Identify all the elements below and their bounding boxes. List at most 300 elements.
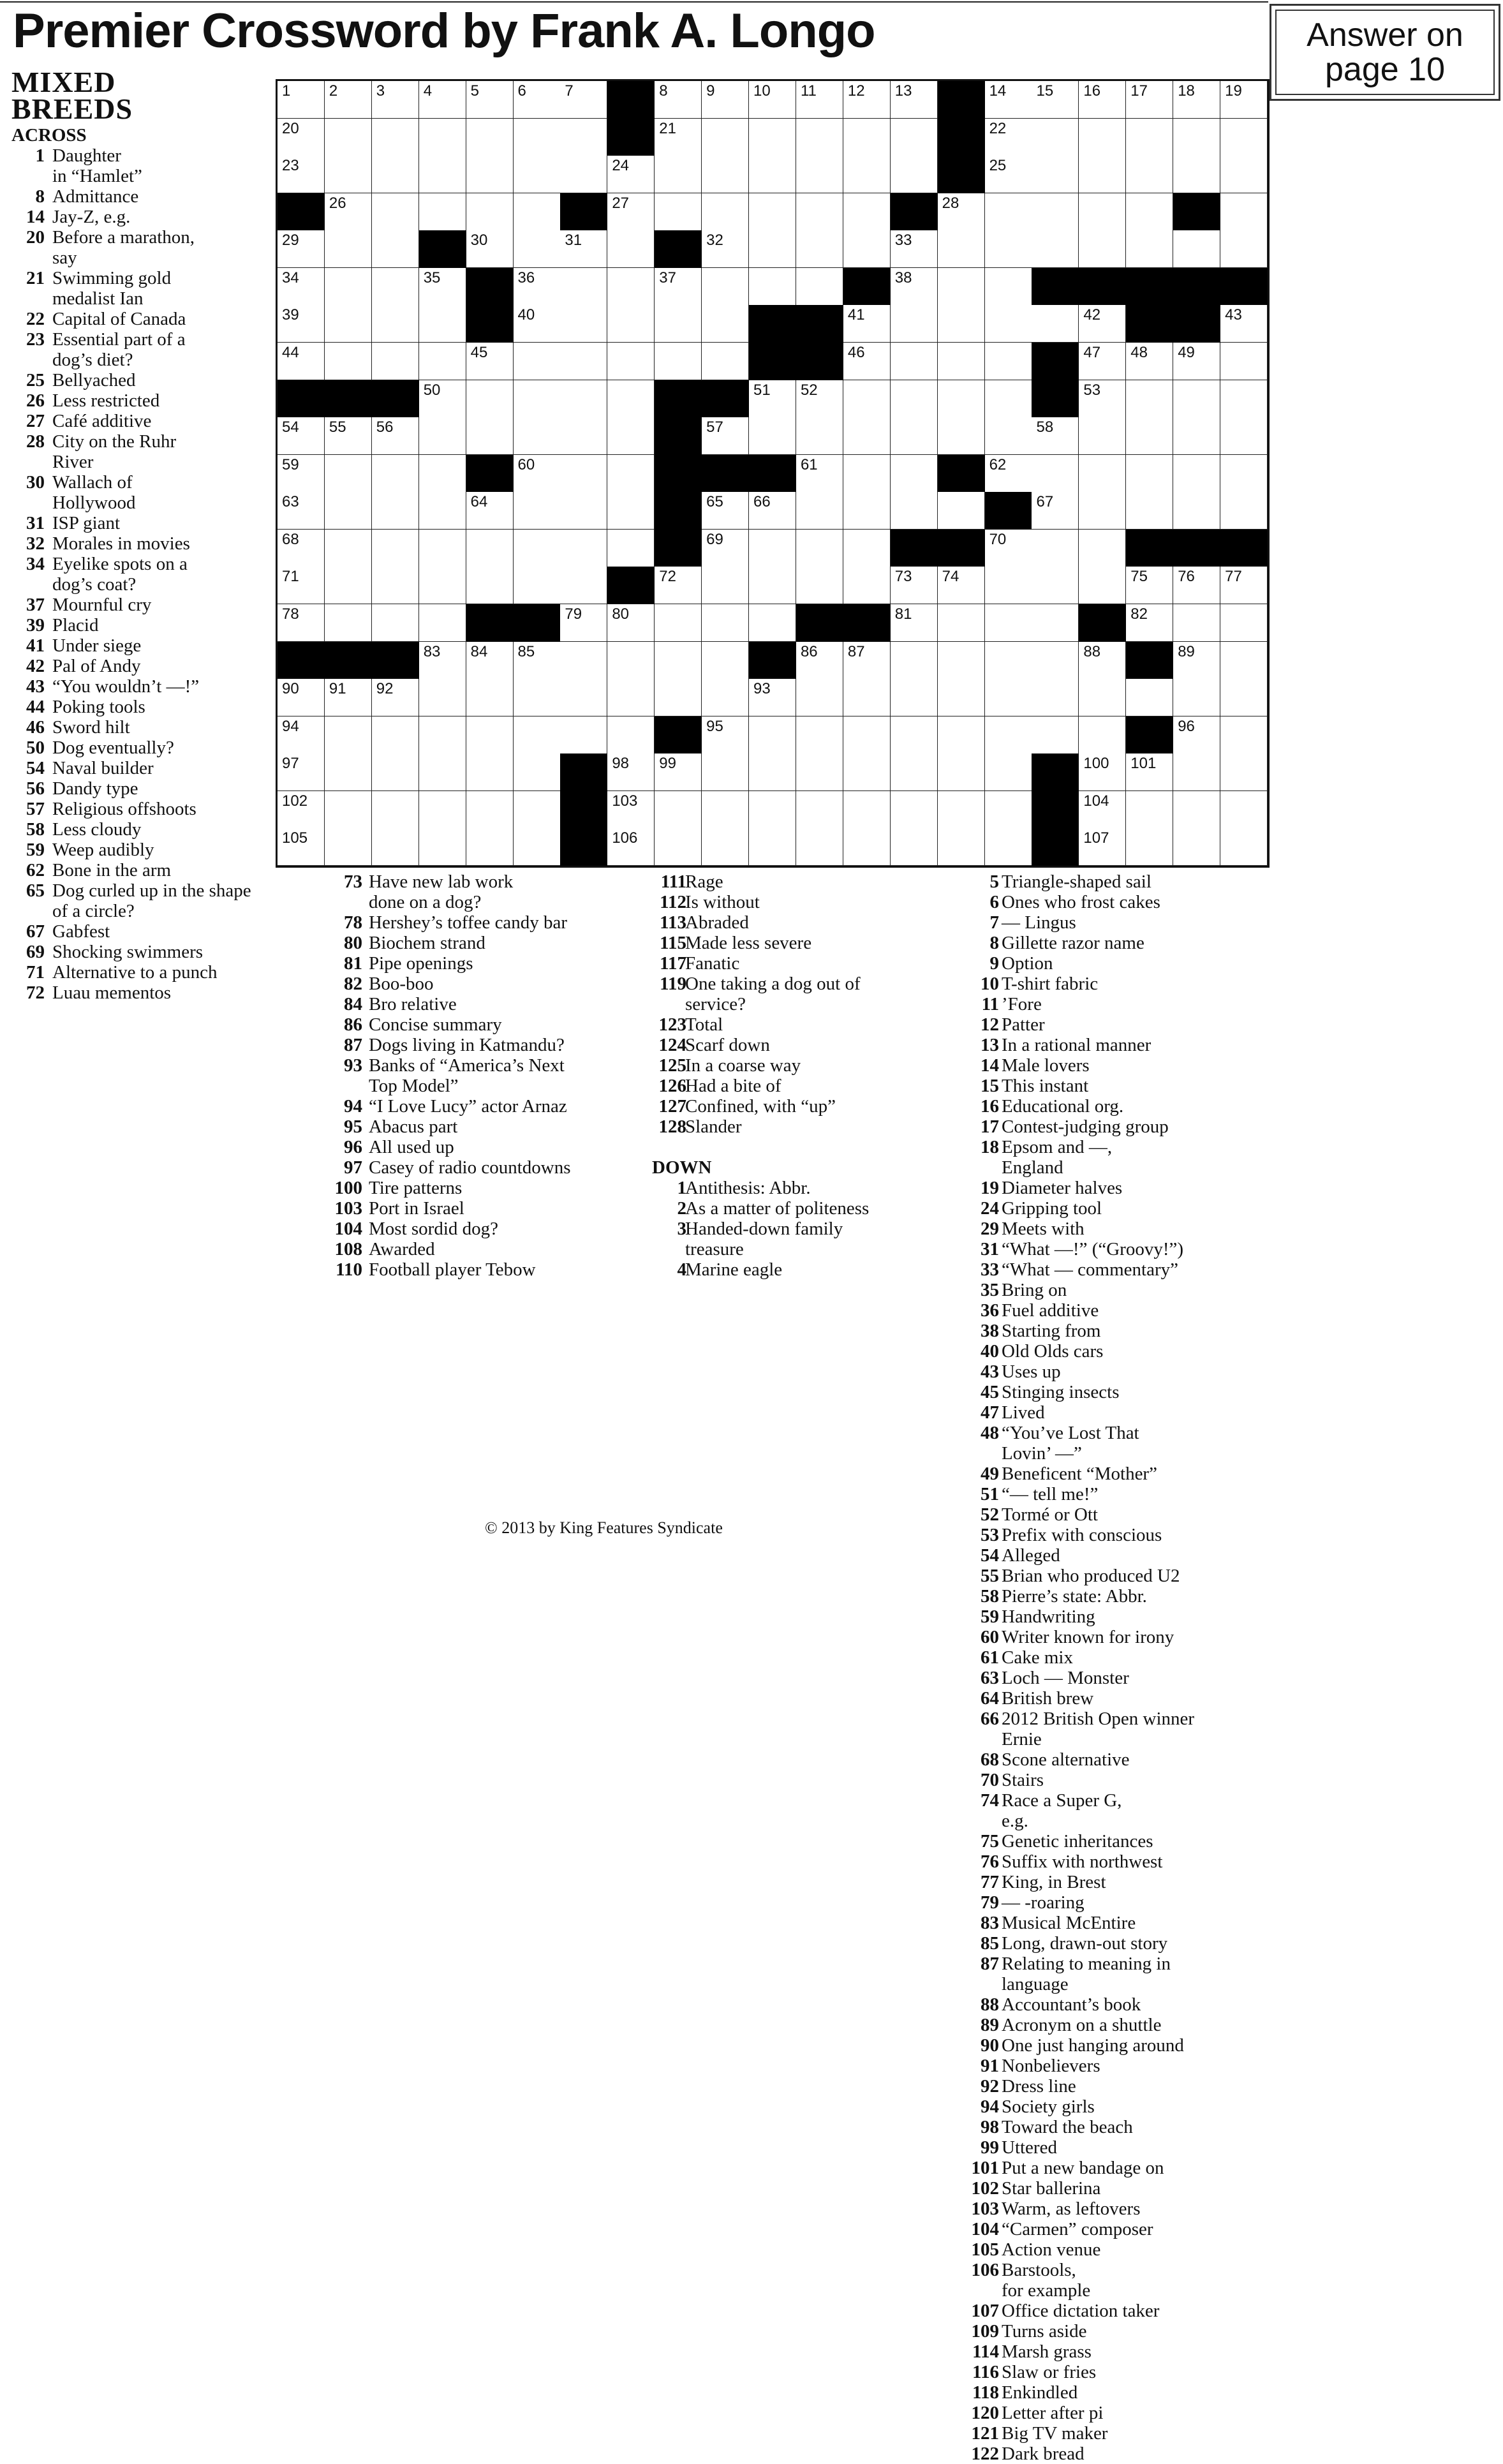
grid-cell[interactable] <box>749 268 797 306</box>
grid-cell[interactable] <box>466 679 514 717</box>
grid-cell[interactable] <box>419 417 467 456</box>
grid-cell[interactable] <box>891 417 938 456</box>
grid-cell[interactable] <box>560 343 608 381</box>
grid-cell[interactable] <box>702 230 750 269</box>
grid-cell[interactable] <box>749 530 797 568</box>
grid-cell[interactable] <box>749 753 797 792</box>
grid-cell[interactable] <box>1079 230 1127 269</box>
grid-cell[interactable] <box>1032 492 1079 530</box>
grid-cell[interactable] <box>419 380 467 419</box>
grid-cell[interactable] <box>796 753 844 792</box>
grid-cell[interactable] <box>419 268 467 306</box>
grid-cell[interactable] <box>843 716 891 755</box>
grid-cell[interactable] <box>419 343 467 381</box>
grid-cell[interactable] <box>514 193 561 232</box>
grid-cell[interactable] <box>514 417 561 456</box>
grid-cell[interactable] <box>891 305 938 343</box>
grid-cell[interactable] <box>655 343 702 381</box>
grid-cell[interactable] <box>655 679 702 717</box>
grid-cell[interactable] <box>938 753 986 792</box>
grid-cell[interactable] <box>796 567 844 605</box>
grid-cell[interactable] <box>843 567 891 605</box>
grid-cell[interactable] <box>514 81 561 119</box>
grid-cell[interactable] <box>1032 305 1079 343</box>
grid-cell[interactable] <box>466 119 514 157</box>
grid-cell[interactable] <box>419 753 467 792</box>
grid-cell[interactable] <box>1173 230 1221 269</box>
grid-cell[interactable] <box>938 642 986 680</box>
grid-cell[interactable] <box>749 716 797 755</box>
grid-cell[interactable] <box>560 679 608 717</box>
grid-cell[interactable] <box>1032 679 1079 717</box>
grid-cell[interactable] <box>372 156 420 194</box>
grid-cell[interactable] <box>1220 230 1268 269</box>
grid-cell[interactable] <box>466 753 514 792</box>
grid-cell[interactable] <box>843 492 891 530</box>
grid-cell[interactable] <box>325 828 373 866</box>
grid-cell[interactable] <box>607 791 655 829</box>
grid-cell[interactable] <box>419 156 467 194</box>
grid-cell[interactable] <box>466 230 514 269</box>
grid-cell[interactable] <box>607 268 655 306</box>
grid-cell[interactable] <box>325 305 373 343</box>
grid-cell[interactable] <box>938 305 986 343</box>
grid-cell[interactable] <box>985 716 1033 755</box>
grid-cell[interactable] <box>607 305 655 343</box>
grid-cell[interactable] <box>702 642 750 680</box>
grid-cell[interactable] <box>985 679 1033 717</box>
grid-cell[interactable] <box>796 193 844 232</box>
grid-cell[interactable] <box>702 492 750 530</box>
grid-cell[interactable] <box>278 305 325 343</box>
grid-cell[interactable] <box>891 753 938 792</box>
grid-cell[interactable] <box>1032 156 1079 194</box>
grid-cell[interactable] <box>419 642 467 680</box>
grid-cell[interactable] <box>843 230 891 269</box>
grid-cell[interactable] <box>796 380 844 419</box>
grid-cell[interactable] <box>514 753 561 792</box>
grid-cell[interactable] <box>419 567 467 605</box>
grid-cell[interactable] <box>702 343 750 381</box>
grid-cell[interactable] <box>843 828 891 866</box>
grid-cell[interactable] <box>1173 642 1221 680</box>
grid-cell[interactable] <box>1126 567 1174 605</box>
grid-cell[interactable] <box>514 642 561 680</box>
grid-cell[interactable] <box>466 343 514 381</box>
grid-cell[interactable] <box>1126 828 1174 866</box>
grid-cell[interactable] <box>1220 119 1268 157</box>
grid-cell[interactable] <box>1126 380 1174 419</box>
grid-cell[interactable] <box>938 230 986 269</box>
grid-cell[interactable] <box>1126 193 1174 232</box>
grid-cell[interactable] <box>325 530 373 568</box>
grid-cell[interactable] <box>1079 679 1127 717</box>
grid-cell[interactable] <box>985 642 1033 680</box>
grid-cell[interactable] <box>843 679 891 717</box>
grid-cell[interactable] <box>985 567 1033 605</box>
grid-cell[interactable] <box>607 828 655 866</box>
grid-cell[interactable] <box>702 604 750 642</box>
grid-cell[interactable] <box>1126 230 1174 269</box>
grid-cell[interactable] <box>325 567 373 605</box>
grid-cell[interactable] <box>985 417 1033 456</box>
grid-cell[interactable] <box>796 156 844 194</box>
grid-cell[interactable] <box>985 530 1033 568</box>
grid-cell[interactable] <box>514 343 561 381</box>
grid-cell[interactable] <box>372 455 420 493</box>
grid-cell[interactable] <box>843 380 891 419</box>
grid-cell[interactable] <box>325 343 373 381</box>
grid-cell[interactable] <box>607 343 655 381</box>
grid-cell[interactable] <box>1079 716 1127 755</box>
grid-cell[interactable] <box>466 156 514 194</box>
grid-cell[interactable] <box>1173 343 1221 381</box>
grid-cell[interactable] <box>1220 753 1268 792</box>
grid-cell[interactable] <box>749 156 797 194</box>
grid-cell[interactable] <box>985 455 1033 493</box>
grid-cell[interactable] <box>796 828 844 866</box>
grid-cell[interactable] <box>1220 417 1268 456</box>
grid-cell[interactable] <box>1079 119 1127 157</box>
grid-cell[interactable] <box>1126 156 1174 194</box>
grid-cell[interactable] <box>1173 380 1221 419</box>
grid-cell[interactable] <box>938 567 986 605</box>
grid-cell[interactable] <box>1220 305 1268 343</box>
grid-cell[interactable] <box>607 193 655 232</box>
grid-cell[interactable] <box>655 791 702 829</box>
grid-cell[interactable] <box>560 380 608 419</box>
grid-cell[interactable] <box>560 81 608 119</box>
grid-cell[interactable] <box>560 268 608 306</box>
grid-cell[interactable] <box>891 81 938 119</box>
grid-cell[interactable] <box>1126 455 1174 493</box>
grid-cell[interactable] <box>1220 679 1268 717</box>
grid-cell[interactable] <box>1079 455 1127 493</box>
grid-cell[interactable] <box>1220 791 1268 829</box>
grid-cell[interactable] <box>607 753 655 792</box>
grid-cell[interactable] <box>278 679 325 717</box>
grid-cell[interactable] <box>749 417 797 456</box>
grid-cell[interactable] <box>985 343 1033 381</box>
grid-cell[interactable] <box>1220 492 1268 530</box>
grid-cell[interactable] <box>985 268 1033 306</box>
grid-cell[interactable] <box>372 604 420 642</box>
grid-cell[interactable] <box>1220 455 1268 493</box>
grid-cell[interactable] <box>514 679 561 717</box>
grid-cell[interactable] <box>514 791 561 829</box>
grid-cell[interactable] <box>325 230 373 269</box>
grid-cell[interactable] <box>372 679 420 717</box>
grid-cell[interactable] <box>325 753 373 792</box>
grid-cell[interactable] <box>1220 81 1268 119</box>
grid-cell[interactable] <box>560 156 608 194</box>
grid-cell[interactable] <box>749 230 797 269</box>
grid-cell[interactable] <box>372 230 420 269</box>
grid-cell[interactable] <box>1173 828 1221 866</box>
grid-cell[interactable] <box>560 119 608 157</box>
grid-cell[interactable] <box>514 567 561 605</box>
grid-cell[interactable] <box>1079 193 1127 232</box>
grid-cell[interactable] <box>372 305 420 343</box>
grid-cell[interactable] <box>938 492 986 530</box>
grid-cell[interactable] <box>514 268 561 306</box>
grid-cell[interactable] <box>985 119 1033 157</box>
grid-cell[interactable] <box>702 716 750 755</box>
grid-cell[interactable] <box>514 305 561 343</box>
grid-cell[interactable] <box>702 417 750 456</box>
grid-cell[interactable] <box>607 530 655 568</box>
grid-cell[interactable] <box>655 268 702 306</box>
grid-cell[interactable] <box>938 604 986 642</box>
grid-cell[interactable] <box>1220 156 1268 194</box>
grid-cell[interactable] <box>607 417 655 456</box>
grid-cell[interactable] <box>938 679 986 717</box>
grid-cell[interactable] <box>1173 567 1221 605</box>
grid-cell[interactable] <box>843 119 891 157</box>
grid-cell[interactable] <box>1032 81 1079 119</box>
grid-cell[interactable] <box>1079 791 1127 829</box>
grid-cell[interactable] <box>325 604 373 642</box>
grid-cell[interactable] <box>843 156 891 194</box>
grid-cell[interactable] <box>1032 604 1079 642</box>
grid-cell[interactable] <box>278 455 325 493</box>
grid-cell[interactable] <box>1126 343 1174 381</box>
grid-cell[interactable] <box>560 305 608 343</box>
grid-cell[interactable] <box>1079 156 1127 194</box>
grid-cell[interactable] <box>938 417 986 456</box>
grid-cell[interactable] <box>749 193 797 232</box>
grid-cell[interactable] <box>466 417 514 456</box>
grid-cell[interactable] <box>607 716 655 755</box>
grid-cell[interactable] <box>655 193 702 232</box>
grid-cell[interactable] <box>1173 791 1221 829</box>
grid-cell[interactable] <box>1079 642 1127 680</box>
grid-cell[interactable] <box>1126 791 1174 829</box>
grid-cell[interactable] <box>278 530 325 568</box>
grid-cell[interactable] <box>749 791 797 829</box>
grid-cell[interactable] <box>419 81 467 119</box>
grid-cell[interactable] <box>1079 81 1127 119</box>
grid-cell[interactable] <box>560 230 608 269</box>
grid-cell[interactable] <box>560 604 608 642</box>
grid-cell[interactable] <box>1032 417 1079 456</box>
grid-cell[interactable] <box>985 230 1033 269</box>
grid-cell[interactable] <box>419 193 467 232</box>
grid-cell[interactable] <box>843 455 891 493</box>
grid-cell[interactable] <box>560 455 608 493</box>
grid-cell[interactable] <box>938 343 986 381</box>
grid-cell[interactable] <box>325 791 373 829</box>
grid-cell[interactable] <box>891 380 938 419</box>
grid-cell[interactable] <box>891 268 938 306</box>
grid-cell[interactable] <box>985 81 1033 119</box>
grid-cell[interactable] <box>372 492 420 530</box>
grid-cell[interactable] <box>372 828 420 866</box>
grid-cell[interactable] <box>560 567 608 605</box>
grid-cell[interactable] <box>1173 119 1221 157</box>
grid-cell[interactable] <box>749 81 797 119</box>
grid-cell[interactable] <box>843 193 891 232</box>
grid-cell[interactable] <box>655 156 702 194</box>
grid-cell[interactable] <box>702 81 750 119</box>
grid-cell[interactable] <box>938 716 986 755</box>
grid-cell[interactable] <box>419 492 467 530</box>
grid-cell[interactable] <box>891 567 938 605</box>
grid-cell[interactable] <box>419 828 467 866</box>
grid-cell[interactable] <box>1032 193 1079 232</box>
grid-cell[interactable] <box>278 828 325 866</box>
grid-cell[interactable] <box>278 791 325 829</box>
grid-cell[interactable] <box>891 455 938 493</box>
grid-cell[interactable] <box>891 791 938 829</box>
grid-cell[interactable] <box>278 716 325 755</box>
grid-cell[interactable] <box>419 791 467 829</box>
grid-cell[interactable] <box>1220 716 1268 755</box>
grid-cell[interactable] <box>1220 642 1268 680</box>
grid-cell[interactable] <box>372 530 420 568</box>
grid-cell[interactable] <box>325 193 373 232</box>
grid-cell[interactable] <box>325 268 373 306</box>
grid-cell[interactable] <box>466 380 514 419</box>
grid-cell[interactable] <box>325 119 373 157</box>
grid-cell[interactable] <box>1173 156 1221 194</box>
grid-cell[interactable] <box>749 567 797 605</box>
grid-cell[interactable] <box>1126 81 1174 119</box>
grid-cell[interactable] <box>278 343 325 381</box>
grid-cell[interactable] <box>843 417 891 456</box>
grid-cell[interactable] <box>466 193 514 232</box>
grid-cell[interactable] <box>796 530 844 568</box>
grid-cell[interactable] <box>985 380 1033 419</box>
grid-cell[interactable] <box>560 492 608 530</box>
grid-cell[interactable] <box>325 156 373 194</box>
grid-cell[interactable] <box>419 119 467 157</box>
grid-cell[interactable] <box>1220 343 1268 381</box>
grid-cell[interactable] <box>702 268 750 306</box>
grid-cell[interactable] <box>372 81 420 119</box>
grid-cell[interactable] <box>891 230 938 269</box>
grid-cell[interactable] <box>1032 455 1079 493</box>
grid-cell[interactable] <box>325 716 373 755</box>
grid-cell[interactable] <box>372 567 420 605</box>
grid-cell[interactable] <box>891 156 938 194</box>
grid-cell[interactable] <box>419 679 467 717</box>
grid-cell[interactable] <box>1079 567 1127 605</box>
grid-cell[interactable] <box>702 753 750 792</box>
grid-cell[interactable] <box>466 530 514 568</box>
grid-cell[interactable] <box>325 81 373 119</box>
grid-cell[interactable] <box>985 156 1033 194</box>
grid-cell[interactable] <box>372 119 420 157</box>
grid-cell[interactable] <box>607 604 655 642</box>
grid-cell[interactable] <box>1173 753 1221 792</box>
grid-cell[interactable] <box>702 567 750 605</box>
grid-cell[interactable] <box>655 604 702 642</box>
grid-cell[interactable] <box>560 642 608 680</box>
grid-cell[interactable] <box>1220 828 1268 866</box>
grid-cell[interactable] <box>938 268 986 306</box>
grid-cell[interactable] <box>325 679 373 717</box>
grid-cell[interactable] <box>514 455 561 493</box>
grid-cell[interactable] <box>843 305 891 343</box>
grid-cell[interactable] <box>514 380 561 419</box>
grid-cell[interactable] <box>702 193 750 232</box>
grid-cell[interactable] <box>749 492 797 530</box>
grid-cell[interactable] <box>1220 380 1268 419</box>
grid-cell[interactable] <box>985 193 1033 232</box>
grid-cell[interactable] <box>1079 530 1127 568</box>
grid-cell[interactable] <box>514 230 561 269</box>
grid-cell[interactable] <box>278 567 325 605</box>
grid-cell[interactable] <box>796 417 844 456</box>
grid-cell[interactable] <box>419 530 467 568</box>
grid-cell[interactable] <box>278 230 325 269</box>
grid-cell[interactable] <box>1126 753 1174 792</box>
grid-cell[interactable] <box>796 81 844 119</box>
grid-cell[interactable] <box>1032 230 1079 269</box>
grid-cell[interactable] <box>985 305 1033 343</box>
crossword-grid[interactable] <box>276 79 1270 868</box>
grid-cell[interactable] <box>372 417 420 456</box>
grid-cell[interactable] <box>749 380 797 419</box>
grid-cell[interactable] <box>1220 604 1268 642</box>
grid-cell[interactable] <box>938 193 986 232</box>
grid-cell[interactable] <box>372 753 420 792</box>
grid-cell[interactable] <box>985 828 1033 866</box>
grid-cell[interactable] <box>419 716 467 755</box>
grid-cell[interactable] <box>278 156 325 194</box>
grid-cell[interactable] <box>702 156 750 194</box>
grid-cell[interactable] <box>419 305 467 343</box>
grid-cell[interactable] <box>1173 492 1221 530</box>
grid-cell[interactable] <box>891 828 938 866</box>
grid-cell[interactable] <box>985 791 1033 829</box>
grid-cell[interactable] <box>1079 492 1127 530</box>
grid-cell[interactable] <box>749 119 797 157</box>
grid-cell[interactable] <box>1126 604 1174 642</box>
grid-cell[interactable] <box>702 119 750 157</box>
grid-cell[interactable] <box>985 753 1033 792</box>
grid-cell[interactable] <box>655 81 702 119</box>
grid-cell[interactable] <box>796 716 844 755</box>
grid-cell[interactable] <box>1032 567 1079 605</box>
grid-cell[interactable] <box>1079 380 1127 419</box>
grid-cell[interactable] <box>1173 716 1221 755</box>
grid-cell[interactable] <box>702 530 750 568</box>
grid-cell[interactable] <box>1032 119 1079 157</box>
grid-cell[interactable] <box>466 828 514 866</box>
grid-cell[interactable] <box>607 679 655 717</box>
grid-cell[interactable] <box>1173 417 1221 456</box>
grid-cell[interactable] <box>514 156 561 194</box>
grid-cell[interactable] <box>1126 492 1174 530</box>
grid-cell[interactable] <box>1126 679 1174 717</box>
grid-cell[interactable] <box>514 828 561 866</box>
grid-cell[interactable] <box>749 828 797 866</box>
grid-cell[interactable] <box>372 343 420 381</box>
grid-cell[interactable] <box>702 305 750 343</box>
grid-cell[interactable] <box>843 81 891 119</box>
grid-cell[interactable] <box>843 642 891 680</box>
grid-cell[interactable] <box>749 679 797 717</box>
grid-cell[interactable] <box>891 642 938 680</box>
grid-cell[interactable] <box>466 716 514 755</box>
grid-cell[interactable] <box>325 492 373 530</box>
grid-cell[interactable] <box>796 119 844 157</box>
grid-cell[interactable] <box>1173 679 1221 717</box>
grid-cell[interactable] <box>607 642 655 680</box>
grid-cell[interactable] <box>466 81 514 119</box>
